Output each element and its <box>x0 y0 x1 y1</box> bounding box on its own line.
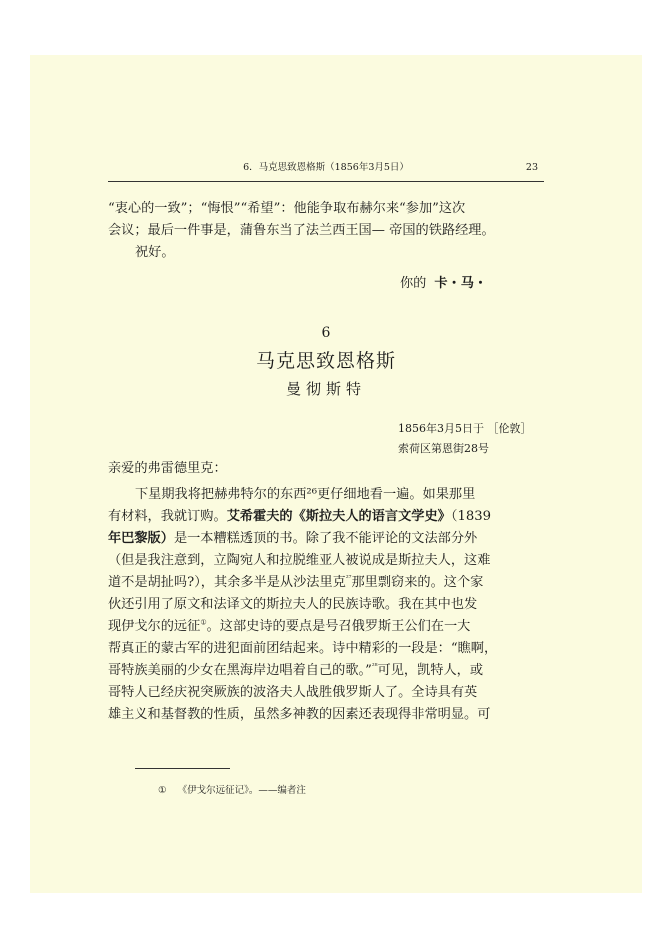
page-number: 23 <box>525 162 538 173</box>
body-text: 那里剽窃来的。这个家 <box>351 575 484 590</box>
footnote-rule <box>135 768 230 769</box>
body-text: 可见，凯特人，或 <box>377 663 484 678</box>
body-text: 有材料，我就订购。 <box>108 509 227 524</box>
body-bold-edition: 年巴黎版） <box>108 531 174 546</box>
body-line-4: （但是我注意到，立陶宛人和拉脱维亚人被说成是斯拉夫人，这难 <box>108 553 491 568</box>
body-line-10: 哥特人已经庆祝突厥族的波洛夫人战胜俄罗斯人了。全诗具有英 <box>108 685 478 700</box>
body-line-2 <box>108 508 544 526</box>
footnote-text: 《伊戈尔远征记》。——编者注 <box>177 785 306 796</box>
body-text: 。这部史诗的要点是号召俄罗斯王公们在一大 <box>206 619 471 634</box>
body-line-1: 下星期我将把赫弗特尔的东西²⁶更仔细地看一遍。如果那里 <box>135 487 476 502</box>
body-text: 道不是胡扯吗?），其余多半是从沙法里克 <box>108 575 346 590</box>
note-ref-27: ²⁷ <box>345 574 352 583</box>
running-header <box>108 160 544 176</box>
letter-title: 马克思致恩格斯 <box>255 350 396 372</box>
body-line-3 <box>108 530 544 548</box>
letter-place: 曼彻斯特 <box>285 380 366 398</box>
closing-line: 祝好。 <box>135 245 175 260</box>
body-text: 哥特族美丽的少女在黑海岸边唱着自己的歌。” <box>108 663 372 678</box>
body-line-11: 雄主义和基督教的性质，虽然多神教的因素还表现得非常明显。可 <box>108 707 491 722</box>
body-line-9 <box>108 662 544 680</box>
header-rule <box>108 181 544 182</box>
running-head-title: 6．马克思致恩格斯（1856年3月5日） <box>243 162 409 173</box>
dateline-date: 1856年3月5日于 ［伦敦］ <box>398 422 532 435</box>
footnote-marker: ① <box>158 785 167 796</box>
signature-prefix: 你的 <box>400 276 427 291</box>
note-ref-28: ²⁸ <box>371 662 378 671</box>
footnote <box>158 782 306 796</box>
body-line-5 <box>108 574 544 592</box>
body-text: 是一本糟糕透顶的书。除了我不能评论的文法部分外 <box>173 531 478 546</box>
footnote-ref: ① <box>200 618 207 627</box>
signature <box>400 272 487 291</box>
body-text: 现伊戈尔的远征 <box>108 619 201 634</box>
continuation-line-2: 会议；最后一件事是，蒲鲁东当了法兰西王国— 帝国的铁路经理。 <box>108 223 495 238</box>
body-line-7 <box>108 618 544 636</box>
letter-number: 6 <box>321 325 331 341</box>
body-bold-title: 艾希霍夫的《斯拉夫人的语言文学史》 <box>226 509 451 524</box>
salutation: 亲爱的弗雷德里克： <box>108 461 227 476</box>
body-text: （1839 <box>450 509 492 524</box>
dateline-address: 索荷区第恩街28号 <box>398 442 489 455</box>
body-line-6: 伙还引用了原文和法译文的斯拉夫人的民族诗歌。我在其中也发 <box>108 597 478 612</box>
continuation-line-1: “衷心的一致”；“悔恨”“希望”：他能争取布赫尔来“参加”这次 <box>108 201 466 216</box>
signature-name: 卡・马・ <box>434 276 488 291</box>
body-line-8: 帮真正的蒙古军的进犯面前团结起来。诗中精彩的一段是：“瞧啊， <box>108 641 498 656</box>
